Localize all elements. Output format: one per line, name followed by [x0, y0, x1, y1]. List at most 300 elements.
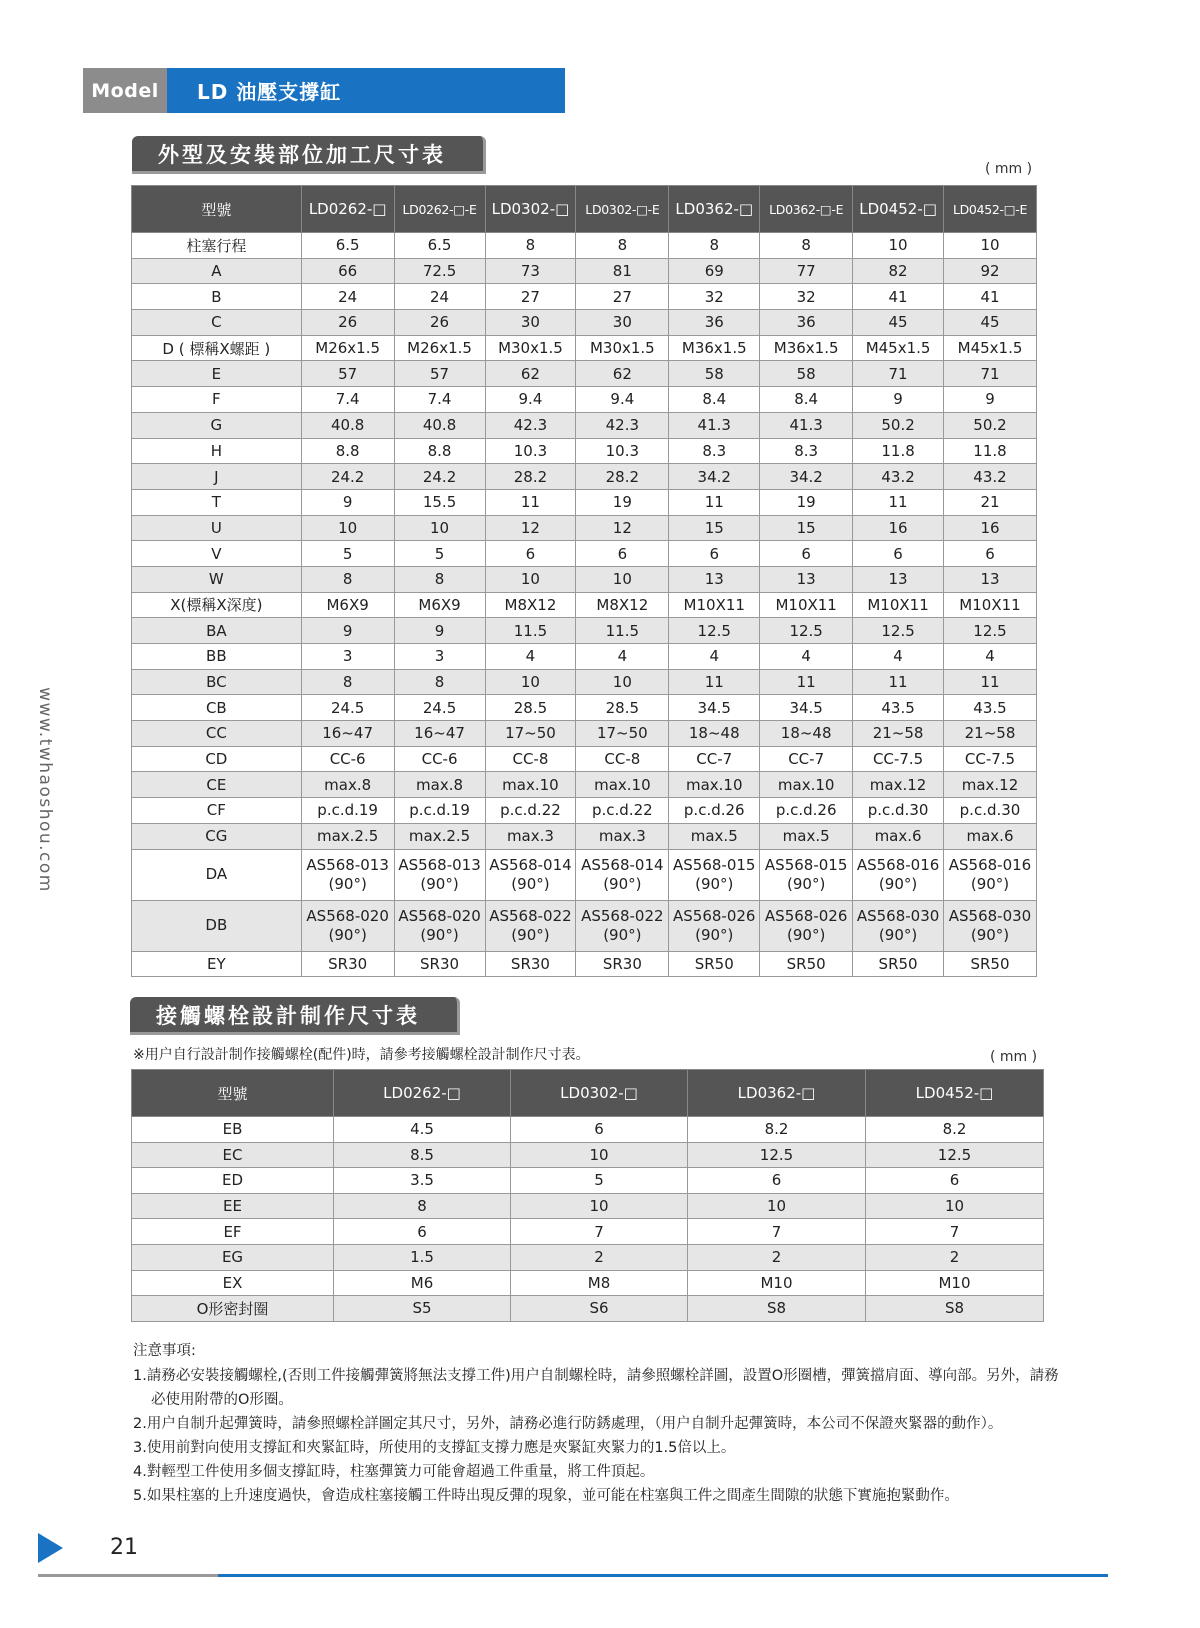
table-row	[132, 746, 1037, 772]
table-cell: M36x1.5	[760, 335, 853, 361]
row-label: CD	[132, 746, 302, 772]
table-cell: 1.5	[334, 1244, 511, 1270]
table-cell: 8	[669, 233, 760, 259]
table-cell: 4	[944, 644, 1037, 670]
table-cell: 12.5	[866, 1142, 1044, 1168]
cell-line-2: (90°)	[511, 925, 550, 944]
table-cell: 8.2	[866, 1117, 1044, 1143]
table-cell: 12	[576, 515, 669, 541]
table-cell: 34.5	[760, 695, 853, 721]
table-cell: 27	[576, 284, 669, 310]
table-cell: 6	[334, 1219, 511, 1245]
cell-line-2: (90°)	[878, 925, 918, 944]
row-label: BA	[132, 618, 302, 644]
table-cell: 11	[669, 669, 760, 695]
table-row	[132, 1142, 1044, 1168]
row-label: BB	[132, 644, 302, 670]
table-cell: 10	[394, 515, 485, 541]
table-cell	[301, 900, 394, 951]
table-cell: 8.8	[301, 438, 394, 464]
cell-line-1: AS568-016	[856, 855, 940, 874]
row-label: DA	[132, 849, 302, 900]
table-cell: 40.8	[301, 412, 394, 438]
cell-line-2: (90°)	[695, 925, 734, 944]
table-cell	[485, 900, 576, 951]
row-label: EF	[132, 1219, 334, 1245]
table-cell: 34.5	[669, 695, 760, 721]
table-cell: 16~47	[301, 721, 394, 747]
table-header-cell: LD0302-□	[485, 186, 576, 233]
model-header-bar	[83, 68, 565, 113]
table-header-cell: 型號	[132, 1070, 334, 1117]
table-cell: max.6	[944, 823, 1037, 849]
table-cell: 8.5	[334, 1142, 511, 1168]
table-cell: max.5	[760, 823, 853, 849]
row-label: D ( 標稱X螺距 )	[132, 335, 302, 361]
table-cell: 19	[576, 489, 669, 515]
table-cell: SR50	[760, 951, 853, 977]
table-cell: 24.5	[394, 695, 485, 721]
table-cell: M10	[688, 1270, 866, 1296]
cell-line-2: (90°)	[511, 874, 550, 893]
table-cell: p.c.d.19	[394, 798, 485, 824]
table-cell: 6	[485, 541, 576, 567]
table-cell: 43.5	[853, 695, 944, 721]
table-header-cell: 型號	[132, 186, 302, 233]
row-label: CE	[132, 772, 302, 798]
note-item-5: 5.如果柱塞的上升速度過快，會造成柱塞接觸工件時出現反彈的現象，並可能在柱塞與工件之間產生間隙的狀態下實施抱緊動作。	[133, 1488, 959, 1504]
table-row	[132, 592, 1037, 618]
note-item-4: 4.對輕型工件使用多個支撐缸時，柱塞彈簧力可能會超過工件重量，將工件頂起。	[133, 1464, 655, 1480]
table-cell: 11	[485, 489, 576, 515]
table-cell: 9	[853, 387, 944, 413]
table-cell: 58	[669, 361, 760, 387]
cell-line-1: AS568-026	[764, 906, 848, 925]
table-cell: 34.2	[760, 464, 853, 490]
row-label: 柱塞行程	[132, 233, 302, 259]
table-cell: 2	[688, 1244, 866, 1270]
table-row	[132, 541, 1037, 567]
row-label: T	[132, 489, 302, 515]
table-cell: max.5	[669, 823, 760, 849]
table-cell: 58	[760, 361, 853, 387]
cell-line-2: (90°)	[970, 874, 1010, 893]
table-row	[132, 618, 1037, 644]
table-cell: 12.5	[669, 618, 760, 644]
table-header-cell: LD0262-□-E	[394, 186, 485, 233]
table-cell: 66	[301, 258, 394, 284]
row-label: DB	[132, 900, 302, 951]
table-header-cell: LD0362-□-E	[760, 186, 853, 233]
table-row	[132, 823, 1037, 849]
unit-label-1: ( mm )	[985, 161, 1033, 177]
cell-line-1: AS568-022	[581, 906, 664, 925]
table-cell: 10.3	[576, 438, 669, 464]
table-row	[132, 335, 1037, 361]
table-cell: 11	[853, 489, 944, 515]
table-cell: 8.2	[688, 1117, 866, 1143]
table-cell: 42.3	[485, 412, 576, 438]
table-cell: 12.5	[688, 1142, 866, 1168]
table-cell: 41.3	[669, 412, 760, 438]
table-cell: 45	[853, 310, 944, 336]
table-cell: 2	[866, 1244, 1044, 1270]
side-url-text: www.twhaoshou.com	[35, 687, 55, 893]
table-cell: M26x1.5	[301, 335, 394, 361]
table-cell: 18~48	[669, 721, 760, 747]
table-cell: 8.8	[394, 438, 485, 464]
table-cell: 28.5	[576, 695, 669, 721]
table-header-cell: LD0302-□-E	[576, 186, 669, 233]
table-cell: M30x1.5	[485, 335, 576, 361]
table-cell: p.c.d.30	[853, 798, 944, 824]
row-label: CC	[132, 721, 302, 747]
table-cell: M6X9	[394, 592, 485, 618]
table-cell: 12.5	[944, 618, 1037, 644]
table-cell: 17~50	[485, 721, 576, 747]
table-cell	[853, 900, 944, 951]
table-row	[132, 489, 1037, 515]
table-cell: 41.3	[760, 412, 853, 438]
table-cell: 30	[485, 310, 576, 336]
cell-line-2: (90°)	[420, 925, 459, 944]
table-cell: SR50	[669, 951, 760, 977]
table-cell: 5	[394, 541, 485, 567]
note-item-2: 2.用户自制升起彈簧時，請參照螺栓詳圖定其尺寸，另外，請務必進行防銹處理，（用户自制升起彈簧時，本公司不保證夾緊器的動作）。	[133, 1416, 1003, 1432]
table-cell: S8	[866, 1296, 1044, 1322]
table-cell: max.3	[576, 823, 669, 849]
footer-divider-grey	[38, 1574, 218, 1577]
table-cell: 8	[760, 233, 853, 259]
table-cell: 71	[944, 361, 1037, 387]
table-cell: 13	[760, 566, 853, 592]
table-cell: 7	[511, 1219, 688, 1245]
note-item-1: 1.請務必安裝接觸螺栓,(否則工件接觸彈簧將無法支撐工件)用户自制螺栓時，請參照螺栓詳圖，設置O形圈槽，彈簧擋肩面、導向部。另外，請務必使用附帶的O形圈。	[133, 1368, 1059, 1408]
table-cell: 69	[669, 258, 760, 284]
table-cell: p.c.d.22	[576, 798, 669, 824]
table-cell: M30x1.5	[576, 335, 669, 361]
table-cell: 24	[301, 284, 394, 310]
table-cell: 8	[301, 566, 394, 592]
bolt-dimension-table	[131, 1069, 1044, 1322]
table-cell: 28.5	[485, 695, 576, 721]
table-cell: M10X11	[944, 592, 1037, 618]
table-cell: 17~50	[576, 721, 669, 747]
table-header-cell: LD0452-□	[866, 1070, 1044, 1117]
table-row	[132, 951, 1037, 977]
table-cell: M6X9	[301, 592, 394, 618]
table-cell: 9	[394, 618, 485, 644]
row-label: EB	[132, 1117, 334, 1143]
dimension-table	[131, 185, 1037, 977]
table-cell: M8	[511, 1270, 688, 1296]
table-cell: 10	[511, 1193, 688, 1219]
page-title: LD 油壓支撐缸	[167, 68, 565, 113]
table-cell: 28.2	[485, 464, 576, 490]
table-row	[132, 233, 1037, 259]
row-label: EE	[132, 1193, 334, 1219]
table-cell: 10	[944, 233, 1037, 259]
table-cell: 26	[301, 310, 394, 336]
cell-line-1: AS568-014	[489, 855, 572, 874]
table-row	[132, 772, 1037, 798]
table-cell: CC-7	[669, 746, 760, 772]
table-cell	[576, 900, 669, 951]
table-cell: 10	[511, 1142, 688, 1168]
table-cell: 6	[760, 541, 853, 567]
table-cell: 8.3	[760, 438, 853, 464]
table-cell: 3.5	[334, 1168, 511, 1194]
table-header-cell: LD0362-□	[669, 186, 760, 233]
table-cell: 12.5	[853, 618, 944, 644]
table-cell	[853, 849, 944, 900]
table-header-cell: LD0262-□	[301, 186, 394, 233]
table-cell: 4	[669, 644, 760, 670]
table-cell: 4.5	[334, 1117, 511, 1143]
table-row	[132, 258, 1037, 284]
table-row	[132, 464, 1037, 490]
table-cell: 18~48	[760, 721, 853, 747]
table-cell: 8	[334, 1193, 511, 1219]
section-title-dimensions: 外型及安裝部位加工尺寸表	[132, 136, 486, 174]
table-cell: 9	[301, 618, 394, 644]
table-cell: p.c.d.26	[669, 798, 760, 824]
table-cell: SR50	[944, 951, 1037, 977]
table-cell: 11	[669, 489, 760, 515]
table-cell: CC-7.5	[944, 746, 1037, 772]
table-cell: SR30	[394, 951, 485, 977]
table-cell	[301, 849, 394, 900]
table-cell: 57	[301, 361, 394, 387]
table-cell: p.c.d.22	[485, 798, 576, 824]
table-row	[132, 1168, 1044, 1194]
table-cell: 21~58	[944, 721, 1037, 747]
table-cell: 21~58	[853, 721, 944, 747]
table-cell: 36	[760, 310, 853, 336]
table-cell: SR30	[301, 951, 394, 977]
table-cell: 16~47	[394, 721, 485, 747]
table-cell: 6	[688, 1168, 866, 1194]
row-label: A	[132, 258, 302, 284]
notes-section	[133, 1339, 1073, 1508]
table-cell: 10	[853, 233, 944, 259]
table-cell: 4	[760, 644, 853, 670]
table-cell: max.2.5	[394, 823, 485, 849]
side-website-url	[30, 680, 60, 900]
row-label: CB	[132, 695, 302, 721]
table-cell: 9	[944, 387, 1037, 413]
cell-line-1: AS568-030	[948, 906, 1032, 925]
table-cell: max.10	[669, 772, 760, 798]
table-cell: 10	[576, 566, 669, 592]
table-cell: 24.2	[394, 464, 485, 490]
table-cell: 24.5	[301, 695, 394, 721]
table-row	[132, 310, 1037, 336]
table-cell: p.c.d.30	[944, 798, 1037, 824]
cell-line-2: (90°)	[787, 874, 826, 893]
table-cell: max.12	[853, 772, 944, 798]
table-cell: 19	[760, 489, 853, 515]
row-label: EG	[132, 1244, 334, 1270]
unit-label-2: ( mm )	[990, 1049, 1038, 1065]
table-row	[132, 849, 1037, 900]
table-cell: 82	[853, 258, 944, 284]
table-cell: 57	[394, 361, 485, 387]
table-cell: 40.8	[394, 412, 485, 438]
table-row	[132, 1270, 1044, 1296]
table-cell: 10	[485, 566, 576, 592]
table-cell: 15.5	[394, 489, 485, 515]
page-arrow-icon	[38, 1533, 63, 1563]
page-number: 21	[110, 1535, 138, 1560]
table-cell: 8	[394, 669, 485, 695]
table-cell: 5	[511, 1168, 688, 1194]
cell-line-1: AS568-015	[673, 855, 756, 874]
table-cell: 41	[853, 284, 944, 310]
table-cell: 16	[944, 515, 1037, 541]
table-cell: 13	[853, 566, 944, 592]
table-cell: 43.2	[853, 464, 944, 490]
table-cell: 32	[760, 284, 853, 310]
table-cell: max.8	[301, 772, 394, 798]
table-cell: 43.5	[944, 695, 1037, 721]
table-row	[132, 1193, 1044, 1219]
table-cell: 7.4	[394, 387, 485, 413]
model-label: Model	[83, 68, 167, 113]
table-cell: 8.3	[669, 438, 760, 464]
table-cell: 45	[944, 310, 1037, 336]
table-cell: max.3	[485, 823, 576, 849]
table-cell: max.12	[944, 772, 1037, 798]
section-title-bolt: 接觸螺栓設計制作尺寸表	[130, 997, 460, 1035]
row-label: CF	[132, 798, 302, 824]
table-cell: 8.4	[669, 387, 760, 413]
cell-line-1: AS568-030	[856, 906, 940, 925]
table-header-cell: LD0362-□	[688, 1070, 866, 1117]
table-row	[132, 438, 1037, 464]
table-cell: 62	[576, 361, 669, 387]
row-label: J	[132, 464, 302, 490]
table-row	[132, 361, 1037, 387]
table-cell: max.10	[576, 772, 669, 798]
table-cell: 11	[944, 669, 1037, 695]
table-cell: 4	[853, 644, 944, 670]
table-row	[132, 566, 1037, 592]
table-cell: 8	[394, 566, 485, 592]
table-cell: CC-7	[760, 746, 853, 772]
table-cell: 15	[669, 515, 760, 541]
table-cell: 6	[866, 1168, 1044, 1194]
table-cell	[669, 900, 760, 951]
table-row	[132, 1296, 1044, 1322]
row-label: C	[132, 310, 302, 336]
cell-line-2: (90°)	[328, 874, 367, 893]
notes-heading: 注意事項:	[133, 1343, 196, 1359]
row-label: ED	[132, 1168, 334, 1194]
row-label: H	[132, 438, 302, 464]
table-cell: 50.2	[853, 412, 944, 438]
cell-line-2: (90°)	[603, 874, 642, 893]
row-label: BC	[132, 669, 302, 695]
table-row	[132, 644, 1037, 670]
table-cell: SR30	[576, 951, 669, 977]
table-cell: 7	[688, 1219, 866, 1245]
table-cell	[760, 849, 853, 900]
table-cell: 12.5	[760, 618, 853, 644]
table-cell: 50.2	[944, 412, 1037, 438]
table-cell: 92	[944, 258, 1037, 284]
table-cell	[394, 849, 485, 900]
cell-line-1: AS568-014	[581, 855, 664, 874]
table-cell: M8X12	[576, 592, 669, 618]
table-header-cell: LD0302-□	[511, 1070, 688, 1117]
table-cell	[944, 900, 1037, 951]
table-cell: 42.3	[576, 412, 669, 438]
row-label: EX	[132, 1270, 334, 1296]
table-cell: 4	[485, 644, 576, 670]
table-cell: p.c.d.19	[301, 798, 394, 824]
table-cell: 9	[301, 489, 394, 515]
row-label: G	[132, 412, 302, 438]
row-label: F	[132, 387, 302, 413]
cell-line-2: (90°)	[603, 925, 642, 944]
table-cell: 77	[760, 258, 853, 284]
table-cell: 9.4	[576, 387, 669, 413]
row-label: B	[132, 284, 302, 310]
table-cell	[576, 849, 669, 900]
table-cell: 10	[485, 669, 576, 695]
table-header-cell: LD0452-□-E	[944, 186, 1037, 233]
table-cell: 30	[576, 310, 669, 336]
table-cell: p.c.d.26	[760, 798, 853, 824]
table-cell: 71	[853, 361, 944, 387]
cell-line-1: AS568-026	[673, 906, 756, 925]
table-cell: SR50	[853, 951, 944, 977]
table-cell: M6	[334, 1270, 511, 1296]
table-cell: 4	[576, 644, 669, 670]
table-cell: M10X11	[853, 592, 944, 618]
table-row	[132, 669, 1037, 695]
cell-line-1: AS568-022	[489, 906, 572, 925]
table-cell: 7	[866, 1219, 1044, 1245]
table-cell: 72.5	[394, 258, 485, 284]
row-label: CG	[132, 823, 302, 849]
table-cell: 15	[760, 515, 853, 541]
table-cell: CC-7.5	[853, 746, 944, 772]
table-cell: 3	[394, 644, 485, 670]
table-cell: 7.4	[301, 387, 394, 413]
table-cell: 8	[576, 233, 669, 259]
table-cell	[944, 849, 1037, 900]
table-cell	[669, 849, 760, 900]
table-cell: max.2.5	[301, 823, 394, 849]
cell-line-1: AS568-013	[306, 855, 389, 874]
cell-line-2: (90°)	[695, 874, 734, 893]
table-cell: 24.2	[301, 464, 394, 490]
table-cell: 13	[944, 566, 1037, 592]
cell-line-1: AS568-015	[764, 855, 848, 874]
table-cell: 10	[866, 1193, 1044, 1219]
footer-divider-blue	[218, 1574, 1108, 1577]
table-cell: max.10	[760, 772, 853, 798]
table-row	[132, 695, 1037, 721]
table-cell: 36	[669, 310, 760, 336]
cell-line-2: (90°)	[970, 925, 1010, 944]
table-cell: 11.5	[576, 618, 669, 644]
cell-line-1: AS568-013	[398, 855, 481, 874]
table-cell: 6	[511, 1117, 688, 1143]
cell-line-2: (90°)	[787, 925, 826, 944]
